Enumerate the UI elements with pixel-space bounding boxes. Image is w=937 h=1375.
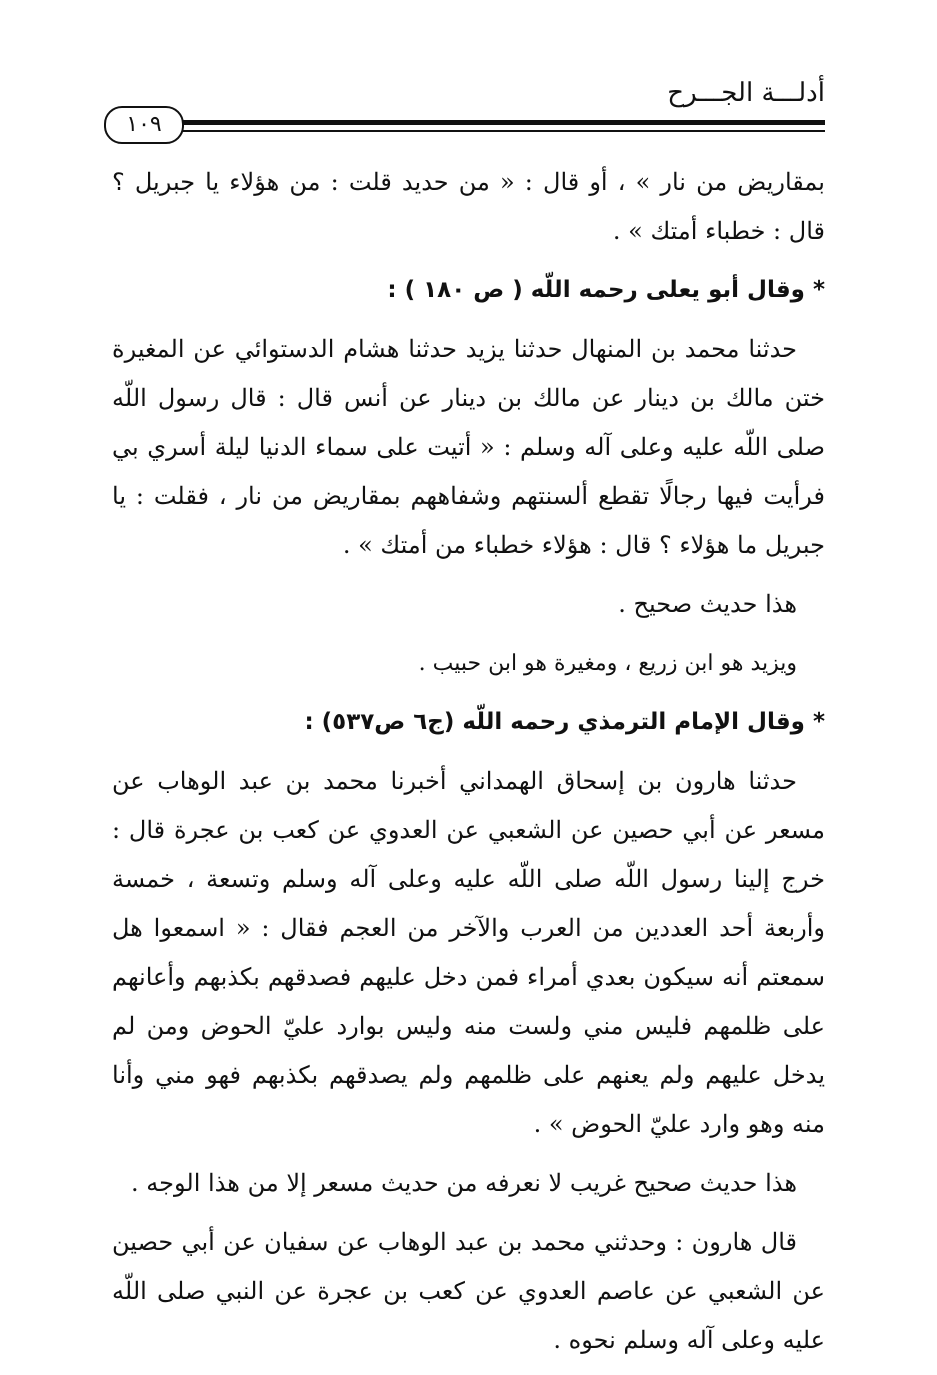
paragraph-continuation: بمقاريض من نار » ، أو قال : « من حديد قلت : من هؤلاء يا جبريل ؟ قال : خطباء أمتك » . [112, 168, 825, 245]
section-heading-tirmidhi: * وقال الإمام الترمذي رحمه اللّه (ج٦ ص٥٣٧) : [304, 709, 825, 735]
paragraph-hadith-tirmidhi: حدثنا هارون بن إسحاق الهمداني أخبرنا محمد بن عبد الوهاب عن مسعر عن أبي حصين عن الشعبي عن العدوي عن كعب بن عجرة قال : خرج إلينا رسول اللّه صلى اللّه عليه وعلى آله وسلم وتسعة ، خمسة وأربعة أحد العددين من العرب والآخر من العجم فقال : « اسمعوا هل سمعتم أنه سيكون بعدي أمراء فمن دخل عليهم فصدقهم بكذبهم وأعانهم على ظلمهم فليس مني ولست منه وليس بوارد عليّ الحوض ومن لم يدخل عليهم ولم يعنهم على ظلمهم ولم يصدقهم بكذبهم فهو مني وأنا منه وهو وارد عليّ الحوض » . [112, 767, 825, 1138]
paragraph-harun-chain: قال هارون : وحدثني محمد بن عبد الوهاب عن سفيان عن أبي حصين عن الشعبي عن عاصم العدوي عن كعب بن عجرة عن النبي صلى اللّه عليه وعلى آله وسلم نحوه . [112, 1228, 825, 1354]
paragraph-tirmidhi-grading: هذا حديث صحيح غريب لا نعرفه من حديث مسعر إلا من هذا الوجه . [131, 1169, 797, 1197]
header-rule-thick [170, 120, 825, 125]
section-heading-abu-yala: * وقال أبو يعلى رحمه اللّه ( ص ١٨٠ ) : [387, 277, 825, 303]
paragraph-hadith-abu-yala: حدثنا محمد بن المنهال حدثنا يزيد حدثنا هشام الدستوائي عن المغيرة ختن مالك بن دينار عن مالك بن دينار عن أنس قال : قال رسول اللّه صلى اللّه عليه وعلى آله وسلم : « أتيت على سماء الدنيا ليلة أسري بي فرأيت فيها رجالًا تقطع ألسنتهم وشفاههم بمقاريض من نار ، فقلت : يا جبريل ما هؤلاء ؟ قال : هؤلاء خطباء من أمتك » . [112, 335, 825, 559]
header-rule-thin [170, 130, 825, 132]
paragraph-grading: هذا حديث صحيح . [618, 590, 797, 618]
paragraph-narrator-note: ويزيد هو ابن زريع ، ومغيرة هو ابن حبيب . [418, 651, 797, 676]
page-body [112, 158, 825, 1375]
running-header-title: أدلـــة الجـــرح [667, 78, 825, 108]
page-number-badge: ١٠٩ [104, 106, 184, 144]
